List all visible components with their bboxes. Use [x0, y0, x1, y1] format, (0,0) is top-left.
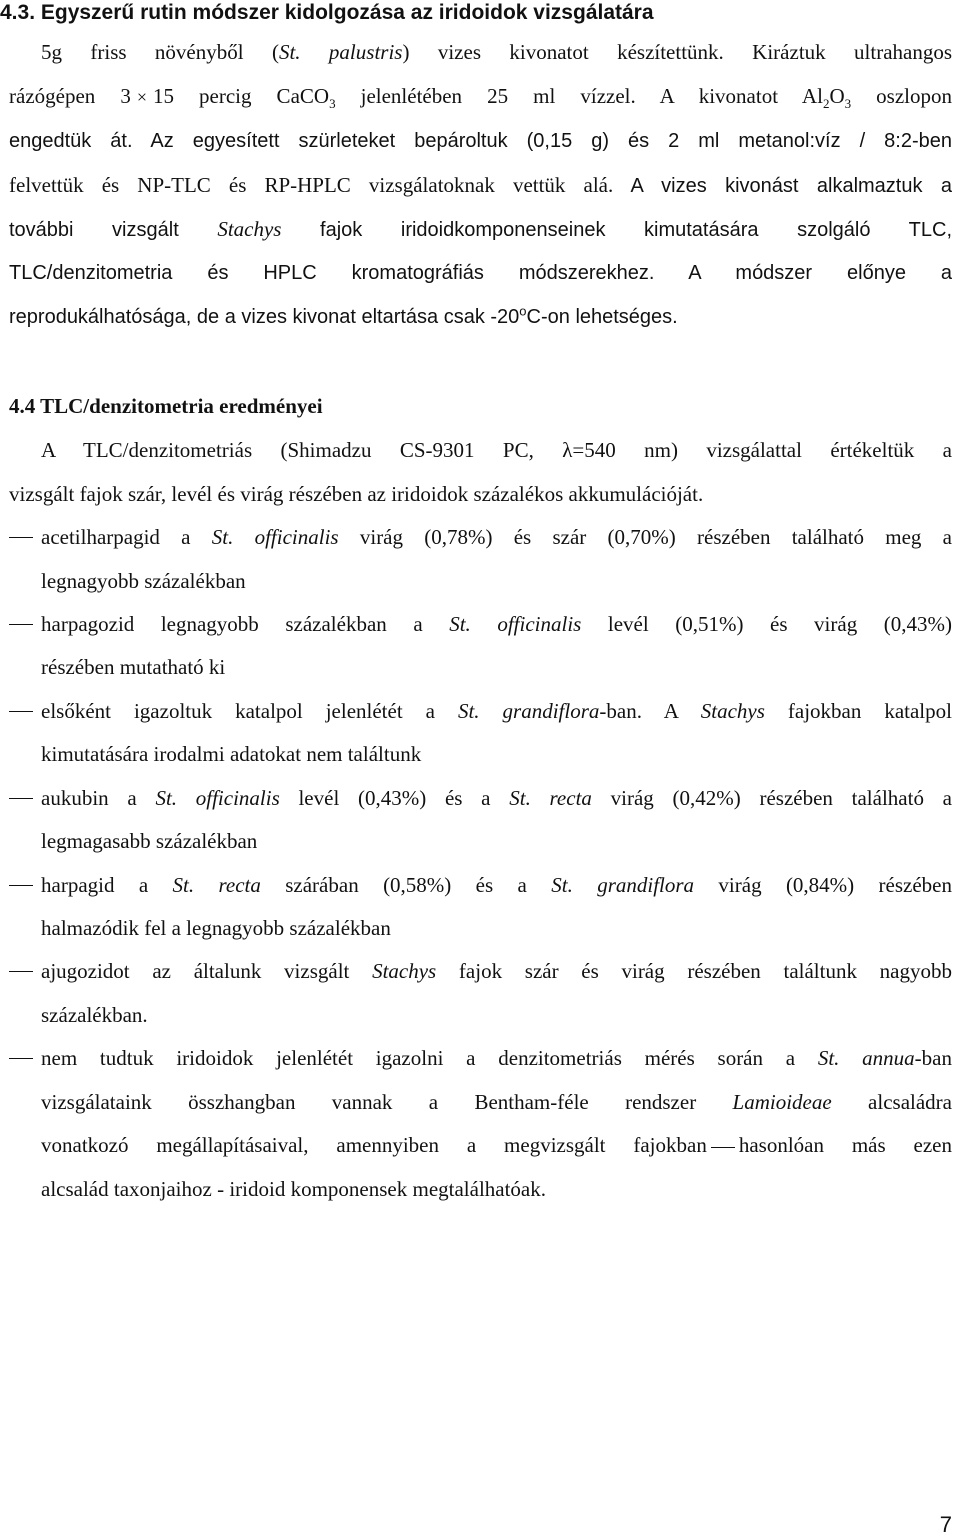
bullet-line: elsőként igazoltuk katalpol jelenlétét a St. grandiflora-ban. A Stachys fajokban katalpol — [41, 699, 952, 723]
dash-bullet-icon — [9, 798, 33, 799]
bullet-line: alcsalád taxonjaihoz - iridoid komponensek megtalálhatóak. — [41, 1177, 547, 1201]
paragraph-line: vizsgált fajok szár, levél és virág részében az iridoidok százalékos akkumulációját. — [9, 482, 704, 506]
bullet-line: részében mutatható ki — [41, 655, 226, 679]
dash-bullet-icon — [9, 971, 33, 972]
bullet-line: acetilharpagid a St. officinalis virág (0,78%) és szár (0,70%) részében található meg a — [41, 525, 952, 549]
dash-bullet-icon — [9, 711, 33, 712]
bullet-line: százalékban. — [41, 1003, 148, 1027]
bullet-line: harpagozid legnagyobb százalékban a St. officinalis levél (0,51%) és virág (0,43%) — [41, 612, 952, 636]
page-number: 7 — [939, 1512, 952, 1537]
dash-bullet-icon — [9, 885, 33, 886]
bullet-line: legmagasabb százalékban — [41, 829, 258, 853]
paragraph-line: reprodukálhatósága, de a vizes kivonat eltartása csak -20$^o$C-on lehetséges. — [9, 303, 678, 328]
bullet-line: vonatkozó megállapításaival, amennyiben a megvizsgált fajokban hasonlóan más ezen — [41, 1133, 952, 1157]
bullet-line: kimutatására irodalmi adatokat nem találtunk — [41, 742, 422, 766]
paragraph-line: 5g friss növényből (St. palustris) vizes kivonatot készítettünk. Kiráztuk ultrahangos — [41, 40, 953, 64]
dash-bullet-icon — [9, 1058, 33, 1059]
bullet-line: aukubin a St. officinalis levél (0,43%) és a St. recta virág (0,42%) részében található a — [41, 786, 952, 810]
paragraph-line: engedtük át. Az egyesített szürleteket bepároltuk (0,15 g) és 2 ml metanol:víz / 8:2-ben — [9, 130, 952, 152]
paragraph-line: rázógépen 3 × 15 percig CaCO$_3$ jelenlétében 25 ml vízzel. A kivonatot $Al_2O_3$ oszlopon — [9, 84, 952, 112]
bullet-line: harpagid a St. recta szárában (0,58%) és a St. grandiflora virág (0,84%) részében — [41, 873, 952, 897]
paragraph-line: felvettük és NP-TLC és RP-HPLC vizsgálatoknak vettük alá. A vizes kivonást alkalmaztuk a — [9, 173, 952, 197]
bullet-line: halmazódik fel a legnagyobb százalékban — [41, 916, 391, 940]
section-heading-4-3: 4.3. Egyszerű rutin módszer kidolgozása az iridoidok vizsgálatára — [0, 1, 654, 24]
bullet-line: ajugozidot az általunk vizsgált Stachys fajok szár és virág részében találtunk nagyobb — [41, 959, 952, 983]
inline-dash-icon — [711, 1147, 735, 1148]
bullet-line: nem tudtuk iridoidok jelenlétét igazolni a denzitometriás mérés során a St. annua-ban — [41, 1046, 952, 1070]
dash-bullet-icon — [9, 624, 33, 625]
bullet-line: legnagyobb százalékban — [41, 569, 246, 593]
bullet-line: vizsgálataink összhangban vannak a Bentham-féle rendszer Lamioideae alcsaládra — [41, 1090, 952, 1114]
paragraph-line: további vizsgált Stachys fajok iridoidkomponenseinek kimutatására szolgáló TLC, — [9, 217, 953, 241]
paragraph-line: A TLC/denzitometriás (Shimadzu CS-9301 PC, λ=540 nm) vizsgálattal értékeltük a — [41, 438, 952, 462]
paragraph-line: TLC/denzitometria és HPLC kromatográfiás módszerekhez. A módszer előnye a — [9, 262, 952, 284]
dash-bullet-icon — [9, 537, 33, 538]
section-heading-4-4: 4.4 TLC/denzitometria eredményei — [9, 394, 323, 418]
